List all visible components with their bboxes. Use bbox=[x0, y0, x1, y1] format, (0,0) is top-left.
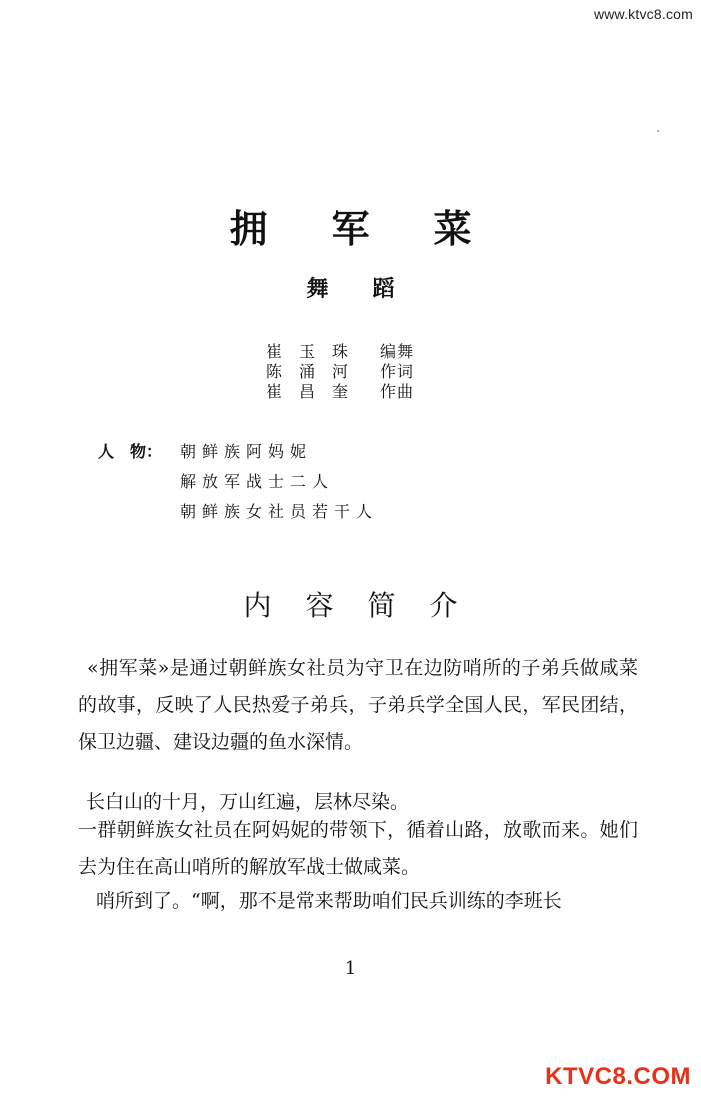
page-subtitle: 舞蹈 bbox=[306, 277, 439, 302]
page-title: 拥军菜 bbox=[229, 207, 536, 251]
credits-block bbox=[266, 342, 414, 402]
credit-role: 编舞 bbox=[380, 342, 415, 361]
credit-name: 陈涌河 bbox=[266, 362, 366, 381]
synopsis-paragraph: 长白山的十月，万山红遍，层林尽染。 bbox=[86, 791, 410, 813]
page-number: 1 bbox=[344, 958, 357, 979]
scan-speck bbox=[657, 130, 659, 132]
credit-name: 崔玉珠 bbox=[266, 342, 366, 361]
character-item: 朝鲜族阿妈妮 bbox=[180, 442, 313, 461]
section-title: 内容简介 bbox=[243, 589, 492, 622]
character-item: 解放军战士二人 bbox=[180, 472, 335, 491]
synopsis-paragraph: 一群朝鲜族女社员在阿妈妮的带领下，循着山路，放歌而来。她们去为住在高山哨所的解放军战士做咸菜。 bbox=[78, 819, 638, 878]
credit-role: 作曲 bbox=[380, 382, 415, 401]
credit-role: 作词 bbox=[380, 362, 415, 381]
credit-row bbox=[266, 382, 414, 402]
watermark-url: www.ktvc8.com bbox=[593, 6, 693, 22]
characters-label: 人 物： bbox=[98, 442, 163, 461]
synopsis-paragraph: 哨所到了。“啊，那不是常来帮助咱们民兵训练的李班长 bbox=[96, 890, 562, 912]
character-item: 朝鲜族女社员若干人 bbox=[180, 502, 379, 521]
credit-row bbox=[266, 362, 414, 382]
credit-name: 崔昌奎 bbox=[266, 382, 366, 401]
watermark-logo: KTVC8.COM bbox=[545, 1063, 691, 1090]
characters-list bbox=[180, 437, 378, 527]
synopsis-paragraph: «拥军菜»是通过朝鲜族女社员为守卫在边防哨所的子弟兵做咸菜的故事，反映了人民热爱子弟兵，子弟兵学全国人民，军民团结，保卫边疆、建设边疆的鱼水深情。 bbox=[78, 657, 638, 753]
credit-row bbox=[266, 342, 414, 362]
